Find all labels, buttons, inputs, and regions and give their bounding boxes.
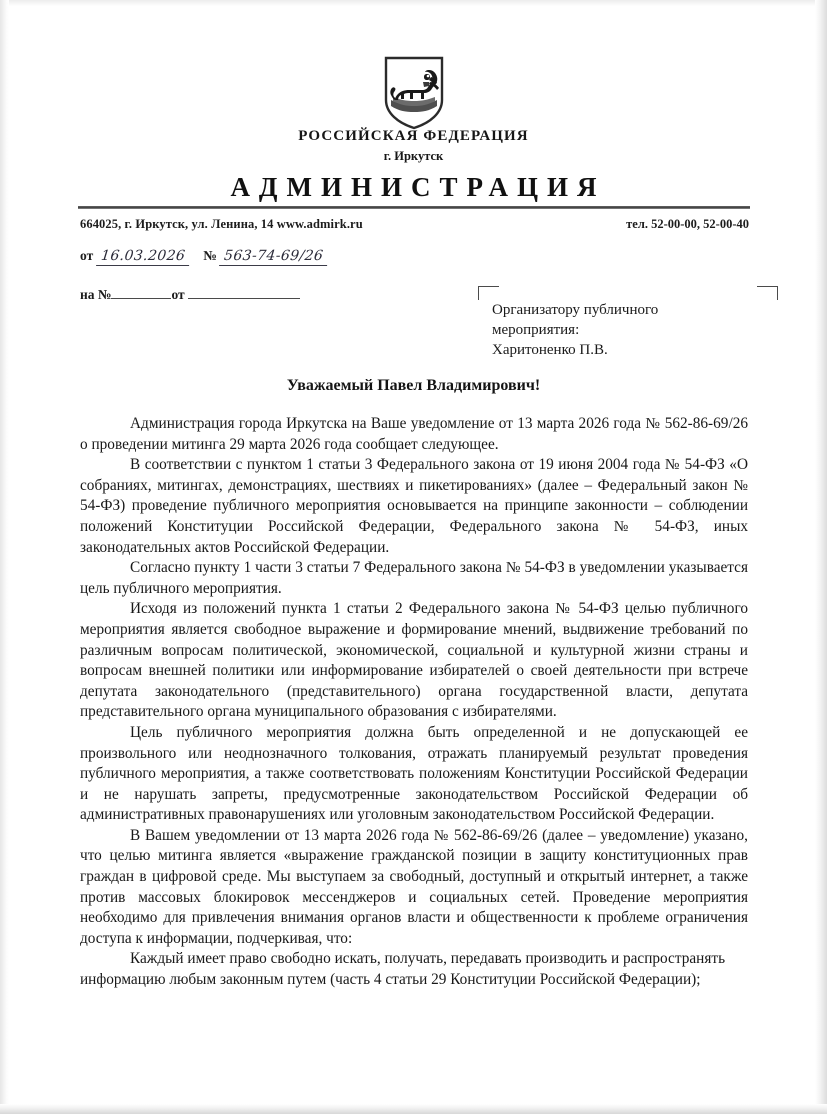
letter-body (80, 414, 748, 991)
organization-address: 664025, г. Иркутск, ул. Ленина, 14 www.admirk.ru (80, 217, 363, 231)
addressee-line-1: Организатору публичного (492, 302, 659, 318)
body-paragraph: В соответствии с пунктом 1 статьи 3 Федерального закона от 19 июня 2004 года № 54-ФЗ «О собраниях, митингах, демонстрациях, шествиях и пикетированиях» (далее – Федеральный закон № 54-ФЗ) проведение публичного мероприятия основывается на принципе законности – соблюдении положений Конституции Российской Федерации, Федерального закона № 54-ФЗ, иных законодательных актов Российской Федерации. (80, 456, 748, 556)
organization-title: АДМИНИСТРАЦИЯ (230, 172, 606, 202)
outgoing-reference-line (80, 248, 328, 266)
organization-phone: тел. 52-00-00, 52-00-40 (626, 217, 749, 231)
emblem-container (0, 56, 827, 135)
outgoing-date-value: 16.03.2026 (96, 248, 191, 266)
incoming-date-blank (188, 285, 300, 299)
body-paragraph: Исходя из положений пункта 1 статьи 2 Федерального закона № 54-ФЗ целью публичного мероприятия является свободное выражение и формирование мнений, выдвижение требований по различным вопросам политической, экономической, социальной и культурной жизни страны и вопросам внешней политики или информирование избирателей о своей деятельности при встрече депутата законодательного (представительного) органа государственной власти, депутата представительного органа муниципального образования с избирателями. (80, 600, 748, 721)
header-divider (78, 206, 750, 209)
body-paragraph: Администрация города Иркутска на Ваше уведомление от 13 марта 2026 года № 562-86-69/26 о проведении митинга 29 марта 2026 года сообщает следующее. (80, 415, 748, 453)
addressee-line-2: мероприятия: (492, 322, 580, 338)
addressee-block (478, 286, 778, 362)
body-paragraph: В Вашем уведомлении от 13 марта 2026 года № 562-86-69/26 (далее – уведомление) указано, что целью митинга является «выражение гражданской позиции в защиту конституционных прав граждан в цифровой среде. Мы выступаем за свободный, доступный и открытый интернет, а также против массовых блокировок мессенджеров и социальных сетей. Проведение мероприятия необходимо для привлечения внимания органов власти и общественности к проблеме ограничения доступа к информации, подчеркивая, что: (80, 826, 748, 947)
outgoing-date-label: от (80, 248, 94, 263)
addressee-corner-top-right (757, 286, 778, 300)
outgoing-number-value: 563-74-69/26 (219, 248, 329, 266)
country-line: РОССИЙСКАЯ ФЕДЕРАЦИЯ (298, 128, 529, 144)
body-paragraph: Цель публичного мероприятия должна быть определенной и не допускающей ее произвольного или неоднозначного толкования, отражать планируемый результат проведения публичного мероприятия, а также соответствовать положениям Конституции Российской Федерации и не нарушать запреты, предусмотренные законодательством Российской Федерации об административных правонарушениях или уголовным законодательством Российской Федерации. (80, 723, 748, 824)
incoming-date-label: от (171, 287, 185, 302)
addressee-line-3: Харитоненко П.В. (492, 342, 608, 358)
incoming-number-label: на № (80, 287, 112, 302)
incoming-number-blank (111, 285, 171, 299)
addressee-text (492, 300, 772, 360)
incoming-reference-line (80, 285, 300, 303)
salutation: Уважаемый Павел Владимирович! (286, 377, 541, 394)
outgoing-number-label: № (203, 248, 217, 263)
body-paragraph: Согласно пункту 1 части 3 статьи 7 Федерального закона № 54-ФЗ в уведомлении указывается цель публичного мероприятия. (80, 559, 748, 597)
city-line: г. Иркутск (383, 149, 444, 163)
body-paragraph: Каждый имеет право свободно искать, получать, передавать производить и распространять информацию любым законным путем (часть 4 статьи 29 Конституции Российской Федерации); (80, 950, 726, 989)
irkutsk-coat-of-arms-babr-icon (383, 56, 445, 130)
addressee-corner-top-left (478, 286, 499, 300)
